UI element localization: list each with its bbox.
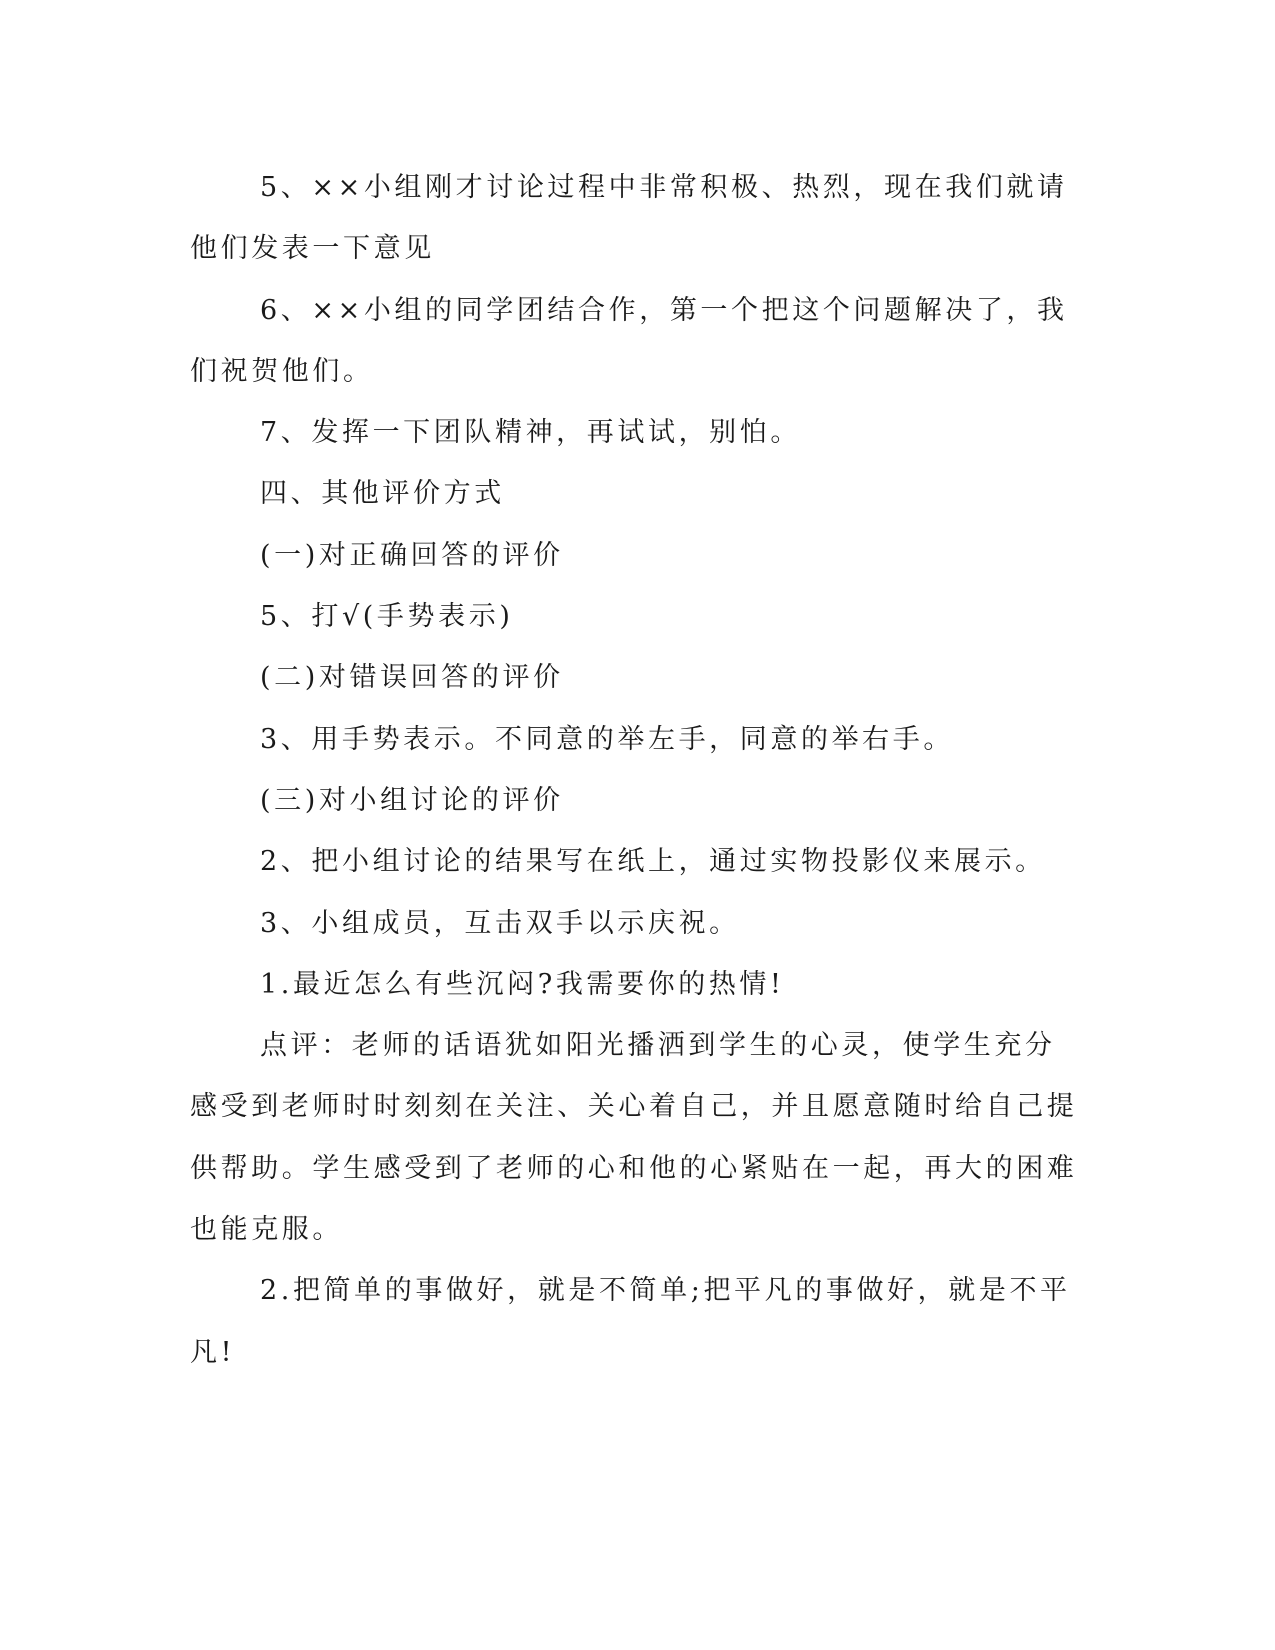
paragraph: 5、打√(手势表示) <box>260 601 514 633</box>
document-body <box>190 157 1085 1383</box>
paragraph: 2、把小组讨论的结果写在纸上，通过实物投影仪来展示。 <box>260 846 1046 878</box>
paragraph: 2.把简单的事做好，就是不简单;把平凡的事做好，就是不平凡! <box>190 1275 1071 1368</box>
paragraph: 3、用手势表示。不同意的举左手，同意的举右手。 <box>260 723 954 755</box>
paragraph: 3、小组成员，互击双手以示庆祝。 <box>260 907 740 939</box>
paragraph: 6、××小组的同学团结合作，第一个把这个问题解决了，我们祝贺他们。 <box>190 294 1068 387</box>
subsection-heading: (一)对正确回答的评价 <box>260 539 564 571</box>
paragraph: 7、发挥一下团队精神，再试试，别怕。 <box>260 417 801 449</box>
paragraph: 1.最近怎么有些沉闷?我需要你的热情! <box>260 968 785 1000</box>
subsection-heading: (二)对错误回答的评价 <box>260 662 564 694</box>
comment-paragraph: 点评：老师的话语犹如阳光播洒到学生的心灵，使学生充分感受到老师时时刻刻在关注、关心着自己，并且愿意随时给自己提供帮助。学生感受到了老师的心和他的心紧贴在一起，再大的困难也能克服。 <box>190 1030 1078 1246</box>
paragraph: 5、××小组刚才讨论过程中非常积极、热烈，现在我们就请他们发表一下意见 <box>190 172 1068 265</box>
section-heading: 四、其他评价方式 <box>260 478 505 510</box>
subsection-heading: (三)对小组讨论的评价 <box>260 784 564 816</box>
